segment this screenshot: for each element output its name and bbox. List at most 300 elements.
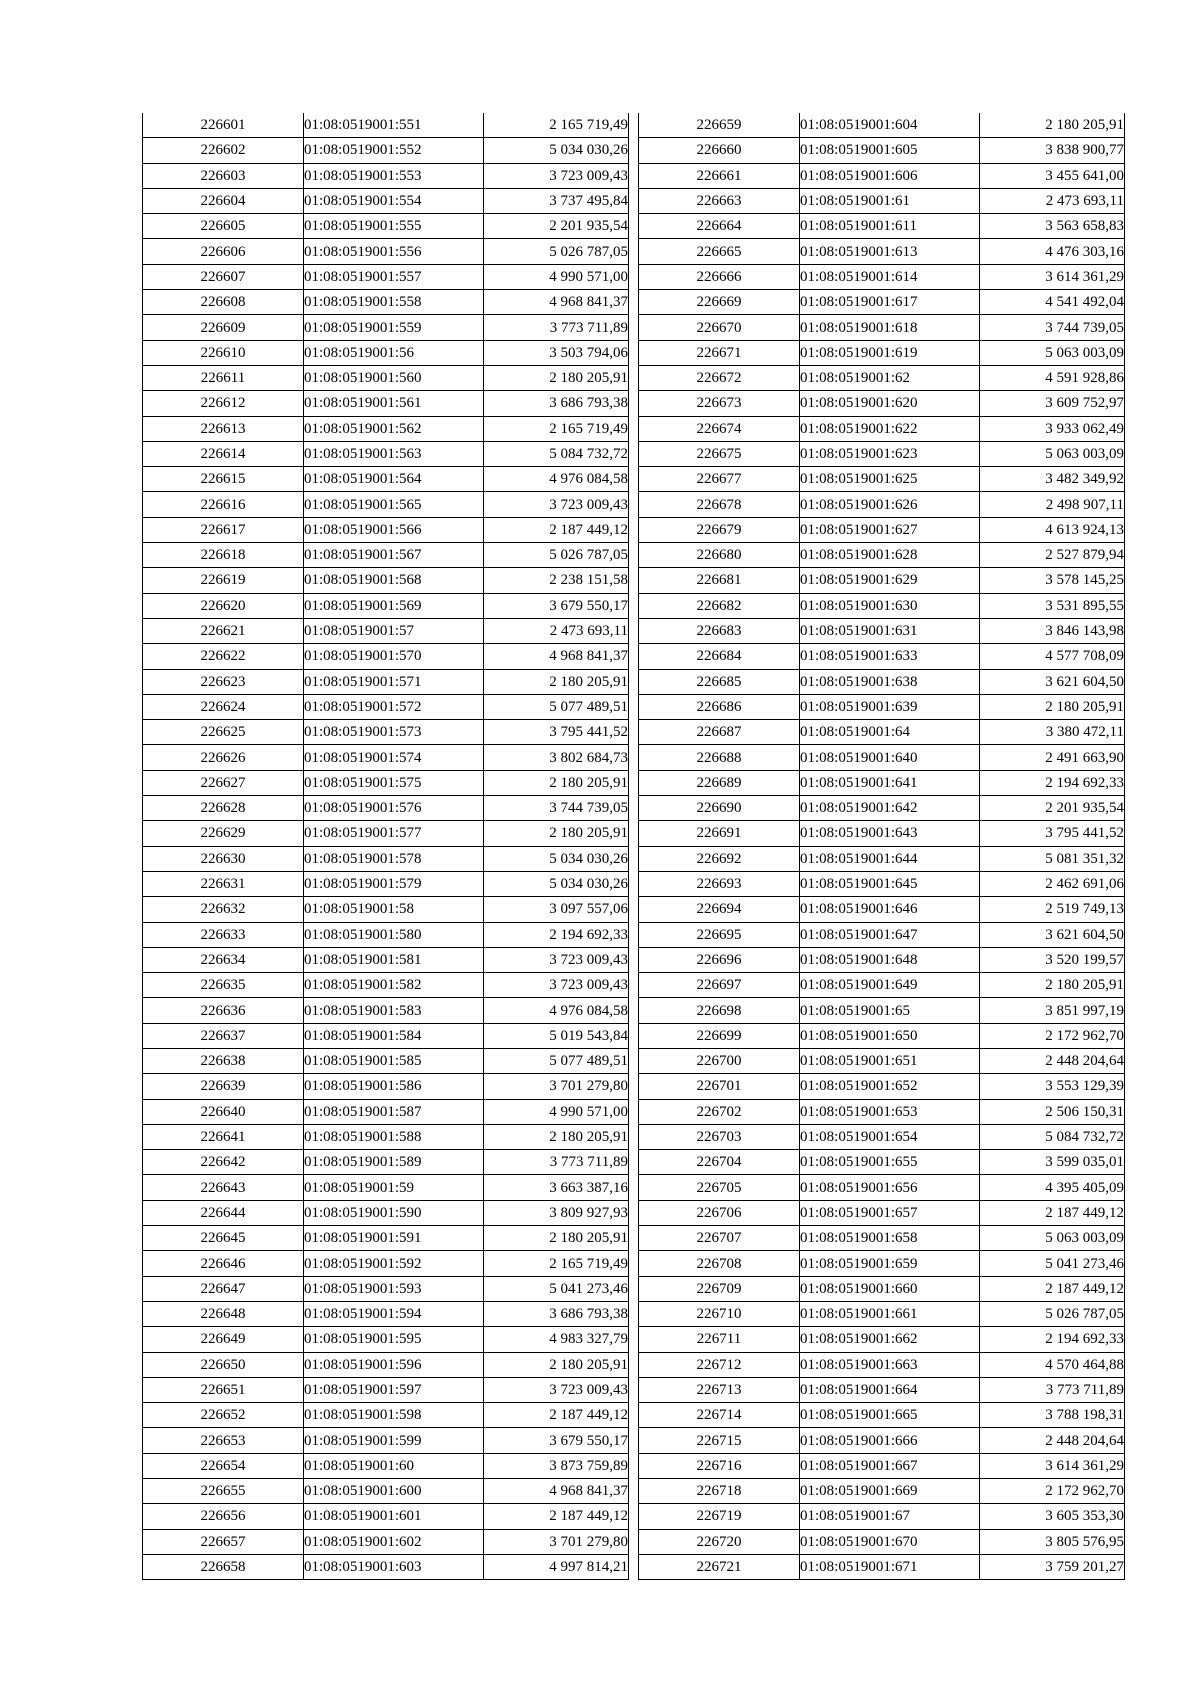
cadastral-number-cell: 01:08:0519001:641: [800, 770, 980, 795]
cadastral-value-cell: 2 180 205,91: [484, 669, 629, 694]
record-number-cell: 226720: [639, 1529, 800, 1554]
cadastral-value-cell: 5 026 787,05: [484, 543, 629, 568]
cadastral-value-cell: 2 180 205,91: [484, 365, 629, 390]
cadastral-value-cell: 2 194 692,33: [980, 1327, 1125, 1352]
cadastral-number-cell: 01:08:0519001:580: [304, 922, 484, 947]
cadastral-value-cell: 3 563 658,83: [980, 214, 1125, 239]
table-row: [639, 1529, 1125, 1554]
table-row: [143, 188, 629, 213]
cadastral-value-cell: 2 462 691,06: [980, 871, 1125, 896]
record-number-cell: 226702: [639, 1099, 800, 1124]
cadastral-number-cell: 01:08:0519001:62: [800, 365, 980, 390]
table-row: [143, 947, 629, 972]
cadastral-value-cell: 3 701 279,80: [484, 1074, 629, 1099]
cadastral-number-cell: 01:08:0519001:666: [800, 1428, 980, 1453]
table-row: [639, 1023, 1125, 1048]
record-number-cell: 226700: [639, 1048, 800, 1073]
table-row: [143, 1529, 629, 1554]
record-number-cell: 226711: [639, 1327, 800, 1352]
table-row: [143, 922, 629, 947]
cadastral-value-cell: 5 034 030,26: [484, 871, 629, 896]
cadastral-number-cell: 01:08:0519001:566: [304, 517, 484, 542]
table-row: [143, 897, 629, 922]
record-number-cell: 226655: [143, 1479, 304, 1504]
record-number-cell: 226716: [639, 1453, 800, 1478]
cadastral-value-cell: 4 990 571,00: [484, 1099, 629, 1124]
cadastral-number-cell: 01:08:0519001:553: [304, 163, 484, 188]
cadastral-value-cell: 2 527 879,94: [980, 543, 1125, 568]
record-number-cell: 226688: [639, 745, 800, 770]
cadastral-value-cell: 3 723 009,43: [484, 1377, 629, 1402]
cadastral-number-cell: 01:08:0519001:64: [800, 720, 980, 745]
record-number-cell: 226684: [639, 644, 800, 669]
cadastral-value-cell: 3 578 145,25: [980, 568, 1125, 593]
cadastral-value-cell: 3 723 009,43: [484, 163, 629, 188]
record-number-cell: 226703: [639, 1124, 800, 1149]
cadastral-number-cell: 01:08:0519001:584: [304, 1023, 484, 1048]
cadastral-value-cell: 3 744 739,05: [980, 315, 1125, 340]
table-row: [639, 365, 1125, 390]
table-row: [143, 1554, 629, 1579]
record-number-cell: 226602: [143, 138, 304, 163]
record-number-cell: 226673: [639, 391, 800, 416]
record-number-cell: 226604: [143, 188, 304, 213]
cadastral-value-cell: 2 187 449,12: [484, 1403, 629, 1428]
table-row: [639, 973, 1125, 998]
cadastral-value-cell: 2 180 205,91: [484, 1124, 629, 1149]
cadastral-number-cell: 01:08:0519001:633: [800, 644, 980, 669]
table-row: [143, 416, 629, 441]
record-number-cell: 226654: [143, 1453, 304, 1478]
cadastral-value-cell: 3 805 576,95: [980, 1529, 1125, 1554]
cadastral-value-cell: 2 187 449,12: [980, 1200, 1125, 1225]
cadastral-value-cell: 3 773 711,89: [484, 315, 629, 340]
cadastral-value-cell: 4 577 708,09: [980, 644, 1125, 669]
table-row: [143, 163, 629, 188]
cadastral-value-cell: 4 541 492,04: [980, 290, 1125, 315]
record-number-cell: 226618: [143, 543, 304, 568]
table-row: [143, 1251, 629, 1276]
table-row: [639, 1276, 1125, 1301]
cadastral-number-cell: 01:08:0519001:663: [800, 1352, 980, 1377]
record-number-cell: 226611: [143, 365, 304, 390]
cadastral-value-cell: 5 034 030,26: [484, 138, 629, 163]
cadastral-number-cell: 01:08:0519001:593: [304, 1276, 484, 1301]
cadastral-number-cell: 01:08:0519001:671: [800, 1554, 980, 1579]
record-number-cell: 226638: [143, 1048, 304, 1073]
cadastral-number-cell: 01:08:0519001:644: [800, 846, 980, 871]
table-row: [143, 593, 629, 618]
table-row: [143, 1301, 629, 1326]
cadastral-value-cell: 2 519 749,13: [980, 897, 1125, 922]
cadastral-value-cell: 5 063 003,09: [980, 340, 1125, 365]
cadastral-number-cell: 01:08:0519001:567: [304, 543, 484, 568]
cadastral-number-cell: 01:08:0519001:658: [800, 1226, 980, 1251]
cadastral-number-cell: 01:08:0519001:60: [304, 1453, 484, 1478]
cadastral-number-cell: 01:08:0519001:561: [304, 391, 484, 416]
record-number-cell: 226658: [143, 1554, 304, 1579]
cadastral-value-cell: 5 084 732,72: [484, 441, 629, 466]
cadastral-number-cell: 01:08:0519001:560: [304, 365, 484, 390]
cadastral-number-cell: 01:08:0519001:568: [304, 568, 484, 593]
table-row: [143, 1074, 629, 1099]
cadastral-number-cell: 01:08:0519001:661: [800, 1301, 980, 1326]
record-number-cell: 226698: [639, 998, 800, 1023]
table-row: [143, 1048, 629, 1073]
record-number-cell: 226660: [639, 138, 800, 163]
cadastral-number-cell: 01:08:0519001:628: [800, 543, 980, 568]
record-number-cell: 226705: [639, 1175, 800, 1200]
table-row: [639, 1352, 1125, 1377]
table-row: [143, 138, 629, 163]
cadastral-number-cell: 01:08:0519001:574: [304, 745, 484, 770]
cadastral-value-cell: 5 026 787,05: [980, 1301, 1125, 1326]
table-row: [143, 467, 629, 492]
record-number-cell: 226622: [143, 644, 304, 669]
table-row: [639, 441, 1125, 466]
cadastral-number-cell: 01:08:0519001:599: [304, 1428, 484, 1453]
cadastral-number-cell: 01:08:0519001:551: [304, 113, 484, 138]
cadastral-value-cell: 2 180 205,91: [980, 113, 1125, 138]
table-row: [639, 188, 1125, 213]
record-number-cell: 226639: [143, 1074, 304, 1099]
table-row: [143, 1352, 629, 1377]
record-number-cell: 226620: [143, 593, 304, 618]
record-number-cell: 226623: [143, 669, 304, 694]
cadastral-number-cell: 01:08:0519001:555: [304, 214, 484, 239]
record-number-cell: 226681: [639, 568, 800, 593]
table-row: [143, 1453, 629, 1478]
cadastral-number-cell: 01:08:0519001:58: [304, 897, 484, 922]
cadastral-number-cell: 01:08:0519001:606: [800, 163, 980, 188]
cadastral-value-cell: 3 599 035,01: [980, 1150, 1125, 1175]
table-row: [639, 1377, 1125, 1402]
cadastral-value-cell: 5 041 273,46: [484, 1276, 629, 1301]
record-number-cell: 226609: [143, 315, 304, 340]
table-row: [639, 1554, 1125, 1579]
cadastral-number-cell: 01:08:0519001:577: [304, 821, 484, 846]
record-number-cell: 226670: [639, 315, 800, 340]
record-number-cell: 226666: [639, 264, 800, 289]
cadastral-value-cell: 3 482 349,92: [980, 467, 1125, 492]
cadastral-number-cell: 01:08:0519001:65: [800, 998, 980, 1023]
cadastral-number-cell: 01:08:0519001:598: [304, 1403, 484, 1428]
table-row: [143, 720, 629, 745]
cadastral-value-cell: 2 180 205,91: [484, 821, 629, 846]
table-row: [143, 644, 629, 669]
cadastral-value-cell: 4 476 303,16: [980, 239, 1125, 264]
cadastral-number-cell: 01:08:0519001:664: [800, 1377, 980, 1402]
table-row: [143, 290, 629, 315]
record-number-cell: 226680: [639, 543, 800, 568]
cadastral-number-cell: 01:08:0519001:650: [800, 1023, 980, 1048]
record-number-cell: 226696: [639, 947, 800, 972]
table-row: [143, 568, 629, 593]
cadastral-value-cell: 2 448 204,64: [980, 1048, 1125, 1073]
table-row: [639, 568, 1125, 593]
cadastral-number-cell: 01:08:0519001:603: [304, 1554, 484, 1579]
cadastral-value-cell: 5 041 273,46: [980, 1251, 1125, 1276]
table-row: [639, 467, 1125, 492]
table-row: [143, 1175, 629, 1200]
record-number-cell: 226615: [143, 467, 304, 492]
record-number-cell: 226686: [639, 694, 800, 719]
cadastral-number-cell: 01:08:0519001:594: [304, 1301, 484, 1326]
cadastral-value-cell: 4 968 841,37: [484, 1479, 629, 1504]
record-number-cell: 226641: [143, 1124, 304, 1149]
table-row: [143, 770, 629, 795]
record-number-cell: 226621: [143, 618, 304, 643]
table-row: [639, 618, 1125, 643]
cadastral-number-cell: 01:08:0519001:655: [800, 1150, 980, 1175]
cadastral-value-cell: 4 990 571,00: [484, 264, 629, 289]
cadastral-value-cell: 3 723 009,43: [484, 947, 629, 972]
cadastral-value-cell: 2 172 962,70: [980, 1479, 1125, 1504]
cadastral-number-cell: 01:08:0519001:565: [304, 492, 484, 517]
table-row: [639, 821, 1125, 846]
cadastral-number-cell: 01:08:0519001:585: [304, 1048, 484, 1073]
table-row: [639, 669, 1125, 694]
cadastral-number-cell: 01:08:0519001:651: [800, 1048, 980, 1073]
cadastral-value-cell: 3 614 361,29: [980, 264, 1125, 289]
cadastral-value-cell: 4 983 327,79: [484, 1327, 629, 1352]
record-number-cell: 226677: [639, 467, 800, 492]
cadastral-number-cell: 01:08:0519001:559: [304, 315, 484, 340]
cadastral-number-cell: 01:08:0519001:652: [800, 1074, 980, 1099]
table-row: [639, 1074, 1125, 1099]
record-number-cell: 226617: [143, 517, 304, 542]
cadastral-number-cell: 01:08:0519001:670: [800, 1529, 980, 1554]
cadastral-number-cell: 01:08:0519001:660: [800, 1276, 980, 1301]
cadastral-value-cell: 2 187 449,12: [484, 1504, 629, 1529]
table-row: [143, 1428, 629, 1453]
table-row: [143, 517, 629, 542]
cadastral-number-cell: 01:08:0519001:639: [800, 694, 980, 719]
cadastral-value-cell: 5 063 003,09: [980, 1226, 1125, 1251]
record-number-cell: 226637: [143, 1023, 304, 1048]
cadastral-number-cell: 01:08:0519001:588: [304, 1124, 484, 1149]
cadastral-number-cell: 01:08:0519001:572: [304, 694, 484, 719]
record-number-cell: 226685: [639, 669, 800, 694]
table-row: [639, 1226, 1125, 1251]
cadastral-number-cell: 01:08:0519001:630: [800, 593, 980, 618]
cadastral-value-cell: 3 846 143,98: [980, 618, 1125, 643]
record-number-cell: 226693: [639, 871, 800, 896]
record-number-cell: 226669: [639, 290, 800, 315]
cadastral-value-cell: 3 609 752,97: [980, 391, 1125, 416]
cadastral-value-cell: 2 448 204,64: [980, 1428, 1125, 1453]
table-row: [143, 365, 629, 390]
record-number-cell: 226675: [639, 441, 800, 466]
cadastral-value-cell: 2 238 151,58: [484, 568, 629, 593]
cadastral-value-cell: 3 809 927,93: [484, 1200, 629, 1225]
cadastral-value-cell: 4 997 814,21: [484, 1554, 629, 1579]
record-number-cell: 226710: [639, 1301, 800, 1326]
cadastral-number-cell: 01:08:0519001:647: [800, 922, 980, 947]
table-row: [143, 745, 629, 770]
cadastral-value-cell: 2 194 692,33: [484, 922, 629, 947]
cadastral-number-cell: 01:08:0519001:640: [800, 745, 980, 770]
table-row: [639, 239, 1125, 264]
cadastral-number-cell: 01:08:0519001:591: [304, 1226, 484, 1251]
table-row: [639, 694, 1125, 719]
record-number-cell: 226719: [639, 1504, 800, 1529]
cadastral-value-cell: 3 933 062,49: [980, 416, 1125, 441]
table-row: [639, 1327, 1125, 1352]
table-row: [143, 239, 629, 264]
cadastral-number-cell: 01:08:0519001:554: [304, 188, 484, 213]
cadastral-value-cell: 2 187 449,12: [484, 517, 629, 542]
table-row: [639, 1251, 1125, 1276]
cadastral-value-cell: 2 473 693,11: [980, 188, 1125, 213]
record-number-cell: 226714: [639, 1403, 800, 1428]
table-row: [143, 618, 629, 643]
table-row: [639, 1099, 1125, 1124]
record-number-cell: 226608: [143, 290, 304, 315]
record-number-cell: 226603: [143, 163, 304, 188]
cadastral-number-cell: 01:08:0519001:576: [304, 796, 484, 821]
table-row: [639, 922, 1125, 947]
table-row: [143, 973, 629, 998]
cadastral-value-cell: 3 795 441,52: [980, 821, 1125, 846]
cadastral-number-cell: 01:08:0519001:596: [304, 1352, 484, 1377]
cadastral-value-cell: 3 737 495,84: [484, 188, 629, 213]
table-row: [639, 1175, 1125, 1200]
table-row: [639, 290, 1125, 315]
record-number-cell: 226721: [639, 1554, 800, 1579]
cadastral-number-cell: 01:08:0519001:631: [800, 618, 980, 643]
record-number-cell: 226619: [143, 568, 304, 593]
cadastral-number-cell: 01:08:0519001:602: [304, 1529, 484, 1554]
cadastral-value-cell: 2 180 205,91: [980, 694, 1125, 719]
cadastral-number-cell: 01:08:0519001:653: [800, 1099, 980, 1124]
table-row: [143, 1200, 629, 1225]
cadastral-value-cell: 5 077 489,51: [484, 1048, 629, 1073]
record-number-cell: 226646: [143, 1251, 304, 1276]
cadastral-number-cell: 01:08:0519001:623: [800, 441, 980, 466]
table-row: [639, 871, 1125, 896]
cadastral-number-cell: 01:08:0519001:587: [304, 1099, 484, 1124]
cadastral-value-cell: 2 180 205,91: [484, 1352, 629, 1377]
table-row: [143, 1479, 629, 1504]
cadastral-value-cell: 3 455 641,00: [980, 163, 1125, 188]
cadastral-number-cell: 01:08:0519001:597: [304, 1377, 484, 1402]
cadastral-value-cell: 2 165 719,49: [484, 416, 629, 441]
table-row: [143, 315, 629, 340]
table-row: [639, 1453, 1125, 1478]
table-row: [639, 214, 1125, 239]
cadastral-number-cell: 01:08:0519001:61: [800, 188, 980, 213]
cadastral-value-cell: 5 034 030,26: [484, 846, 629, 871]
cadastral-number-cell: 01:08:0519001:589: [304, 1150, 484, 1175]
table-row: [639, 391, 1125, 416]
cadastral-number-cell: 01:08:0519001:667: [800, 1453, 980, 1478]
table-row: [143, 1124, 629, 1149]
table-row: [639, 720, 1125, 745]
table-row: [143, 264, 629, 289]
record-number-cell: 226607: [143, 264, 304, 289]
record-number-cell: 226695: [639, 922, 800, 947]
cadastral-value-cell: 2 180 205,91: [484, 1226, 629, 1251]
cadastral-number-cell: 01:08:0519001:646: [800, 897, 980, 922]
table-row: [143, 1504, 629, 1529]
cadastral-value-cell: 3 773 711,89: [980, 1377, 1125, 1402]
table-row: [143, 796, 629, 821]
table-row: [143, 1403, 629, 1428]
cadastral-value-cell: 4 976 084,58: [484, 467, 629, 492]
cadastral-value-cell: 3 605 353,30: [980, 1504, 1125, 1529]
cadastral-value-cell: 3 701 279,80: [484, 1529, 629, 1554]
cadastral-number-cell: 01:08:0519001:562: [304, 416, 484, 441]
table-row: [639, 1124, 1125, 1149]
table-row: [143, 1023, 629, 1048]
record-number-cell: 226652: [143, 1403, 304, 1428]
record-number-cell: 226656: [143, 1504, 304, 1529]
cadastral-number-cell: 01:08:0519001:556: [304, 239, 484, 264]
cadastral-value-cell: 2 506 150,31: [980, 1099, 1125, 1124]
cadastral-number-cell: 01:08:0519001:618: [800, 315, 980, 340]
table-row: [143, 492, 629, 517]
record-number-cell: 226657: [143, 1529, 304, 1554]
cadastral-table-left: [142, 113, 629, 1580]
table-row: [639, 264, 1125, 289]
record-number-cell: 226640: [143, 1099, 304, 1124]
table-body-left: [143, 113, 629, 1580]
record-number-cell: 226635: [143, 973, 304, 998]
record-number-cell: 226690: [639, 796, 800, 821]
record-number-cell: 226612: [143, 391, 304, 416]
cadastral-number-cell: 01:08:0519001:558: [304, 290, 484, 315]
cadastral-number-cell: 01:08:0519001:601: [304, 1504, 484, 1529]
record-number-cell: 226707: [639, 1226, 800, 1251]
record-number-cell: 226694: [639, 897, 800, 922]
table-row: [143, 669, 629, 694]
record-number-cell: 226627: [143, 770, 304, 795]
record-number-cell: 226630: [143, 846, 304, 871]
record-number-cell: 226625: [143, 720, 304, 745]
record-number-cell: 226626: [143, 745, 304, 770]
cadastral-number-cell: 01:08:0519001:581: [304, 947, 484, 972]
cadastral-value-cell: 4 968 841,37: [484, 644, 629, 669]
cadastral-number-cell: 01:08:0519001:563: [304, 441, 484, 466]
record-number-cell: 226687: [639, 720, 800, 745]
cadastral-value-cell: 2 180 205,91: [484, 770, 629, 795]
table-row: [639, 1479, 1125, 1504]
cadastral-number-cell: 01:08:0519001:662: [800, 1327, 980, 1352]
cadastral-value-cell: 3 795 441,52: [484, 720, 629, 745]
cadastral-value-cell: 2 180 205,91: [980, 973, 1125, 998]
cadastral-number-cell: 01:08:0519001:595: [304, 1327, 484, 1352]
cadastral-number-cell: 01:08:0519001:626: [800, 492, 980, 517]
cadastral-number-cell: 01:08:0519001:643: [800, 821, 980, 846]
cadastral-number-cell: 01:08:0519001:613: [800, 239, 980, 264]
cadastral-value-cell: 5 019 543,84: [484, 1023, 629, 1048]
cadastral-value-cell: 3 686 793,38: [484, 1301, 629, 1326]
record-number-cell: 226614: [143, 441, 304, 466]
cadastral-value-cell: 3 723 009,43: [484, 492, 629, 517]
cadastral-number-cell: 01:08:0519001:592: [304, 1251, 484, 1276]
cadastral-number-cell: 01:08:0519001:654: [800, 1124, 980, 1149]
table-row: [639, 745, 1125, 770]
record-number-cell: 226699: [639, 1023, 800, 1048]
table-row: [639, 1048, 1125, 1073]
cadastral-number-cell: 01:08:0519001:622: [800, 416, 980, 441]
record-number-cell: 226632: [143, 897, 304, 922]
cadastral-value-cell: 3 873 759,89: [484, 1453, 629, 1478]
cadastral-value-cell: 4 570 464,88: [980, 1352, 1125, 1377]
record-number-cell: 226644: [143, 1200, 304, 1225]
record-number-cell: 226663: [639, 188, 800, 213]
